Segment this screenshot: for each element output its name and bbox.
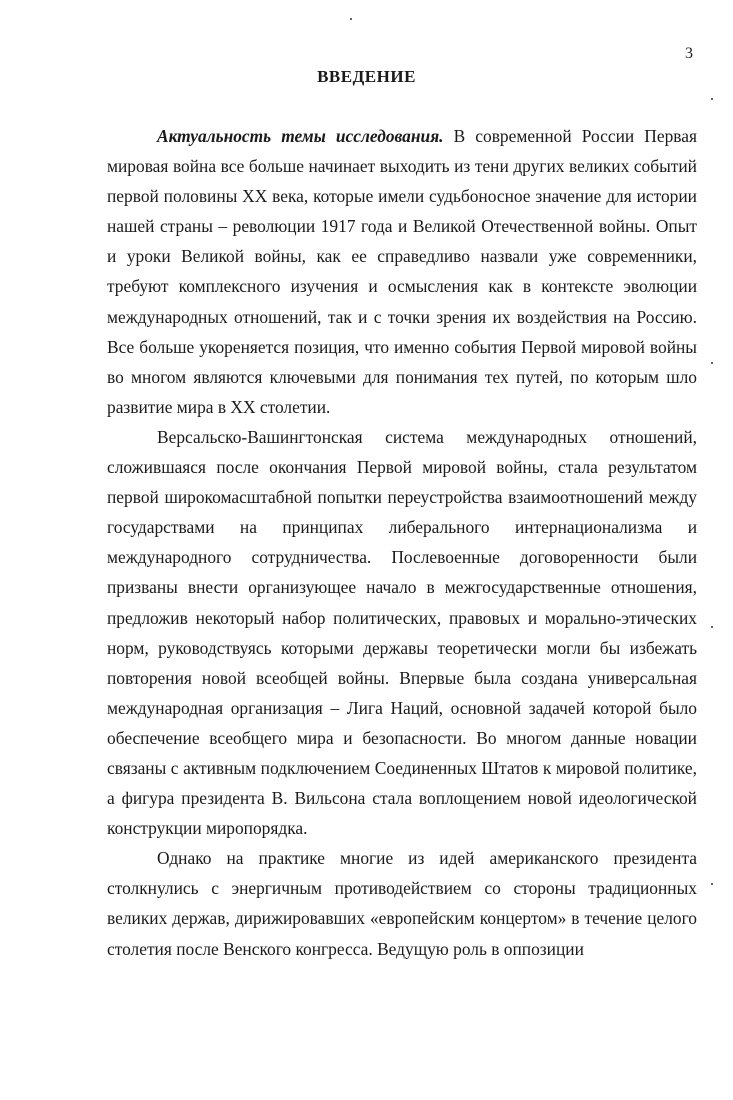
paragraph-text: Версальско-Вашингтонская система международных отношений, сложившаяся после окончания Первой мировой войны, стала результатом первой широкомасштабной попытки переустройства взаимоотношений между государствами на принципах либерального интернационализма и международного сотрудничества. Послевоенные договоренности были призваны внести организующее начало в межгосударственные отношения, предложив некоторый набор политических, правовых и морально-этических норм, руководствуясь которыми державы теоретически могли бы избежать повторения новой всеобщей войны. Впервые была создана универсальная международная организация – Лига Наций, основной задачей которой было обеспечение всеобщего мира и безопасности. Во многом данные новации связаны с активным подключением Соединенных Штатов к мировой политике, а фигура президента В. Вильсона стала воплощением новой идеологической конструкции миропорядка. (107, 426, 697, 839)
paragraph-text: Однако на практике многие из идей американского президента столкнулись с энергичным противодействием со стороны традиционных великих держав, дирижировавших «европейским концертом» в течение целого столетия после Венского конгресса. Ведущую роль в оппозиции (107, 848, 697, 959)
paragraph-1 (107, 121, 697, 422)
scan-speck (711, 362, 713, 364)
section-heading: ВВЕДЕНИЕ (317, 67, 416, 86)
paragraph-lead: Актуальность темы исследования. (157, 126, 444, 146)
scan-speck (350, 18, 352, 20)
scan-speck (711, 883, 713, 885)
scan-speck (711, 626, 713, 628)
scan-speck (711, 98, 713, 100)
paragraph-text: В современной России Первая мировая война все больше начинает выходить из тени других великих событий первой половины XX века, которые имели судьбоносное значение для истории нашей страны – революции 1917 года и Великой Отечественной войны. Опыт и уроки Великой войны, как ее справедливо назвали уже современники, требуют комплексного изучения и осмысления как в контексте эволюции международных отношений, так и с точки зрения их воздействия на Россию. Все больше укореняется позиция, что именно события Первой мировой войны во многом являются ключевыми для понимания тех путей, по которым шло развитие мира в XX столетии. (107, 126, 697, 417)
page-number: 3 (685, 45, 693, 62)
paragraph-2 (107, 422, 697, 843)
paragraph-3 (107, 843, 697, 963)
body-text (107, 121, 697, 964)
